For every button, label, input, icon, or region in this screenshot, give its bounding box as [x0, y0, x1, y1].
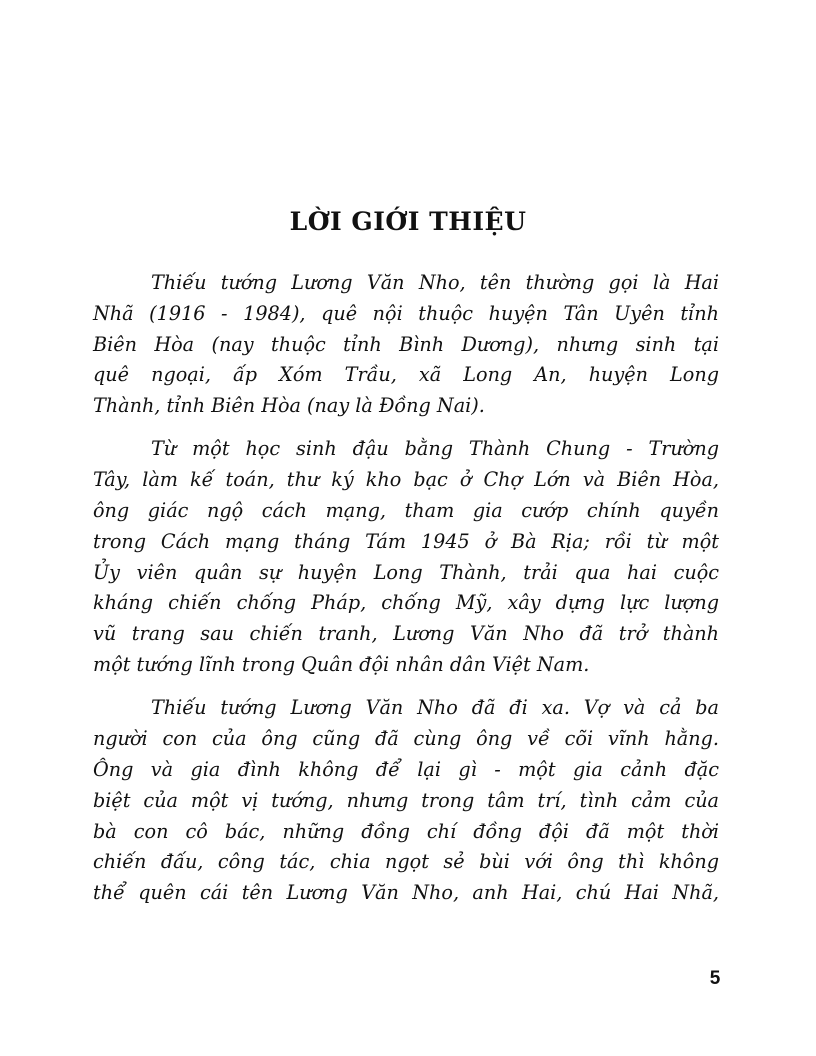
- paragraph-3: [93, 693, 719, 909]
- body-text: [93, 268, 719, 921]
- text-line: Thiếu tướng Lương Văn Nho, tên thường gọi là Hai: [151, 271, 719, 294]
- text-line: Tây, làm kế toán, thư ký kho bạc ở Chợ Lớn và Biên Hòa,: [93, 468, 719, 492]
- page-title: LỜI GIỚI THIỆU: [289, 207, 527, 236]
- text-line: kháng chiến chống Pháp, chống Mỹ, xây dựng lực lượng: [93, 591, 719, 615]
- paragraph-1: [93, 268, 719, 422]
- text-line: vũ trang sau chiến tranh, Lương Văn Nho đã trở thành: [93, 622, 719, 646]
- paragraph-2: [93, 434, 719, 680]
- text-line: bà con cô bác, những đồng chí đồng đội đã một thời: [93, 819, 719, 843]
- text-line: Thành, tỉnh Biên Hòa (nay là Đồng Nai).: [93, 394, 485, 418]
- text-line: người con của ông cũng đã cùng ông về cõi vĩnh hằng.: [93, 727, 719, 751]
- text-line: trong Cách mạng tháng Tám 1945 ở Bà Rịa; rồi từ một: [93, 529, 719, 553]
- text-line: Thiếu tướng Lương Văn Nho đã đi xa. Vợ và cả ba: [151, 696, 719, 720]
- page-number: 5: [709, 968, 721, 989]
- text-line: quê ngoại, ấp Xóm Trầu, xã Long An, huyện Long: [93, 363, 719, 387]
- text-line: chiến đấu, công tác, chia ngọt sẻ bùi với ông thì không: [93, 850, 719, 874]
- text-line: ông giác ngộ cách mạng, tham gia cướp chính quyền: [93, 499, 719, 523]
- text-line: Từ một học sinh đậu bằng Thành Chung - Trường: [151, 437, 719, 461]
- text-line: Ủy viên quân sự huyện Long Thành, trải qua hai cuộc: [93, 560, 719, 584]
- text-line: Biên Hòa (nay thuộc tỉnh Bình Dương), nhưng sinh tại: [93, 332, 719, 356]
- text-line: một tướng lĩnh trong Quân đội nhân dân Việt Nam.: [93, 653, 590, 677]
- text-line: Nhã (1916 - 1984), quê nội thuộc huyện Tân Uyên tỉnh: [93, 301, 719, 325]
- text-line: biệt của một vị tướng, nhưng trong tâm trí, tình cảm của: [93, 788, 719, 812]
- text-line: thể quên cái tên Lương Văn Nho, anh Hai, chú Hai Nhã,: [93, 881, 719, 905]
- text-line: Ông và gia đình không để lại gì - một gia cảnh đặc: [93, 757, 719, 781]
